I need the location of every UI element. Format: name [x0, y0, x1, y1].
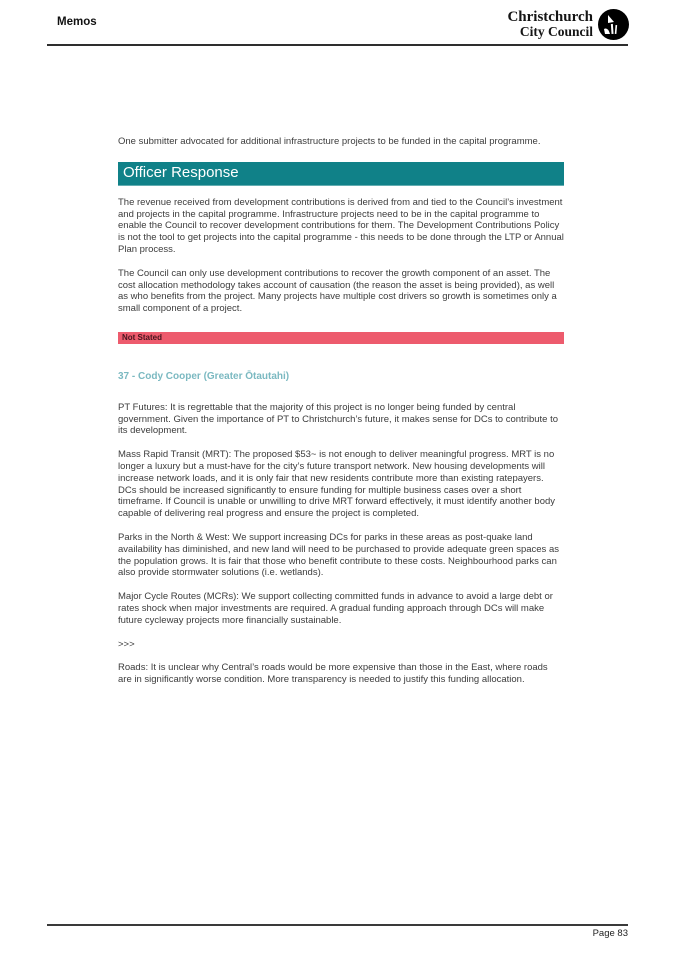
submission-separator: >>>	[118, 638, 135, 650]
council-logo-line2: City Council	[519, 24, 593, 40]
page-number: Page 83	[592, 928, 628, 939]
page-title: Memos	[57, 16, 97, 28]
officer-response-paragraph: The revenue received from development contributions is derived from and tied to the Council’s investment and projects in the capital programme. Infrastructure projects need to be in the capital programme to enable the Council to recover development contributions for them. The Development Contributions Policy is not the tool to get projects into the capital programme - this needs to be done through the LTP or Annual Plan process.	[118, 196, 564, 255]
council-logo	[507, 9, 629, 40]
header-divider	[47, 44, 628, 46]
submission-paragraph: Major Cycle Routes (MCRs): We support collecting committed funds in advance to avoid a large debt or rates shock when major investments are required. A gradual funding approach through DCs will make future cycleway projects more financially sustainable.	[118, 591, 553, 626]
intro-paragraph: One submitter advocated for additional infrastructure projects to be funded in the capital programme.	[118, 136, 541, 147]
officer-response-heading: Officer Response	[123, 163, 239, 181]
council-logo-icon	[598, 9, 629, 40]
submission-paragraph: Parks in the North & West: We support increasing DCs for parks in these areas as post-quake land availability has diminished, and new land will need to be purchased to provide adequate green spaces as the population grows. It is fair that those who benefit contribute to these costs. Neighbourhood parks can also provide stormwater solutions (i.e. wetlands).	[118, 531, 559, 579]
council-logo-text	[507, 10, 593, 39]
footer-divider	[47, 924, 628, 926]
submission-paragraph: Roads: It is unclear why Central’s roads would be more expensive than those in the East, where roads are in significantly worse condition. More transparency is needed to justify this funding allocation.	[118, 662, 548, 686]
officer-response-banner	[118, 162, 564, 186]
officer-response-paragraph: The Council can only use development contributions to recover the growth component of an asset. The cost allocation methodology takes account of causation (the reason the asset is being provided), as well as who benefits from the project. Many projects have multiple cost drivers so growth is sometimes only a small component of a project.	[118, 267, 557, 315]
submission-heading: 37 - Cody Cooper (Greater Ōtautahi)	[118, 370, 290, 382]
submission-paragraph: Mass Rapid Transit (MRT): The proposed $53~ is not enough to deliver meaningful progress. MRT is no longer a luxury but a must-have for the city’s future transport network. New housing developments will increase network loads, and it is only fair that new residents contribute more than existing ratepayers. DCs should be increased significantly to ensure funding for multiple business cases over a short timeframe. If Council is unable or unwilling to drive MRT forward effectively, it must identify another body capable of delivering real progress and ensure the project is completed.	[118, 449, 556, 520]
status-banner: Not Stated	[118, 332, 564, 344]
document-body	[118, 136, 564, 698]
council-logo-line1: Christchurch	[507, 8, 593, 25]
submission-paragraph: PT Futures: It is regrettable that the majority of this project is no longer being funded by central government. Given the importance of PT to Christchurch’s future, it makes sense for DCs to contribute to its development.	[118, 401, 559, 437]
